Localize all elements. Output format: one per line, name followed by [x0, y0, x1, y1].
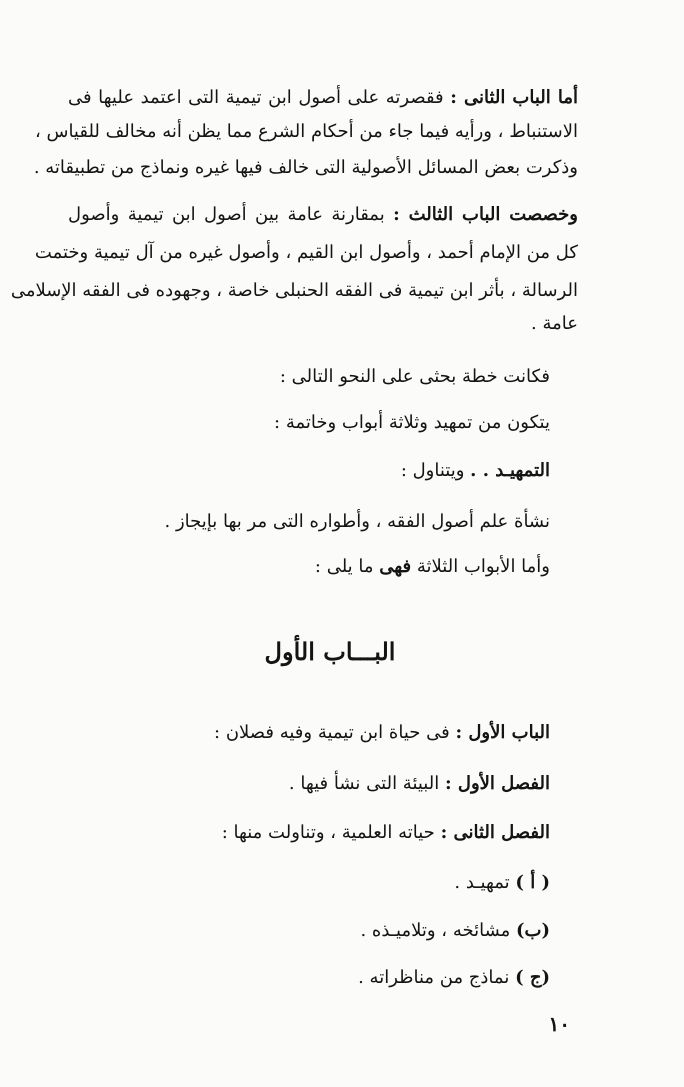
intro-lead: التمهيـد . . — [470, 460, 550, 481]
chapter-line-1-lead: الباب الأول : — [455, 722, 550, 743]
section-heading: البـــاب الأول — [264, 637, 396, 666]
paragraph-2-line-2: كل من الإمام أحمد ، وأصول ابن القيم ، وأصول غيره من آل تيمية وختمت — [34, 242, 578, 263]
list-item-text: تمهيـد . — [454, 872, 510, 893]
list-item — [68, 919, 550, 943]
list-item — [68, 966, 550, 990]
chapter-line-2 — [68, 772, 550, 796]
plan-line-1: فكانت خطة بحثى على النحو التالى : — [279, 366, 550, 387]
plan-line-5 — [68, 555, 550, 579]
paragraph-1-line-1 — [68, 86, 578, 110]
plan-line-2: يتكون من تمهيد وثلاثة أبواب وخاتمة : — [274, 412, 550, 433]
list-item-marker: (ب) — [516, 920, 550, 941]
chapter-line-3 — [68, 821, 550, 845]
plan-line-3 — [68, 459, 550, 483]
chapter-line-1 — [68, 721, 550, 745]
chapter-line-3-lead: الفصل الثانى : — [440, 822, 550, 843]
paragraph-1-lead: أما الباب الثانى : — [450, 87, 578, 108]
plan-line-4: نشأة علم أصول الفقه ، وأطواره التى مر بها بإيجاز . — [164, 511, 550, 532]
plan-line-5-bold: فهى — [379, 556, 412, 577]
intro-text: ويتناول : — [400, 460, 465, 481]
plan-line-5-start: وأما الأبواب الثلاثة — [416, 556, 550, 577]
list-item-marker: ( أ ) — [515, 872, 550, 893]
chapter-line-3-text: حياته العلمية ، وتناولت منها : — [221, 822, 435, 843]
paragraph-2-line-4: عامة . — [531, 313, 578, 334]
list-item — [68, 871, 550, 895]
plan-line-5-end: ما يلى : — [314, 556, 374, 577]
paragraph-1-line-3: وذكرت بعض المسائل الأصولية التى خالف فيها غيره ونماذج من تطبيقاته . — [33, 157, 578, 178]
paragraph-2-line-1 — [68, 203, 578, 227]
list-item-text: نماذج من مناظراته . — [358, 967, 510, 988]
chapter-line-2-lead: الفصل الأول : — [444, 773, 550, 794]
paragraph-1-line-2: الاستنباط ، ورأيه فيما جاء من أحكام الشرع مما يظن أنه مخالف للقياس ، — [34, 121, 578, 142]
chapter-line-2-text: البيئة التى نشأ فيها . — [288, 773, 440, 794]
paragraph-2-lead: وخصصت الباب الثالث : — [393, 204, 578, 225]
chapter-line-1-text: فى حياة ابن تيمية وفيه فصلان : — [214, 722, 450, 743]
list-item-marker: (ج ) — [515, 967, 550, 988]
paragraph-2-line-3: الرسالة ، بأثر ابن تيمية فى الفقه الحنبلى خاصة ، وجهوده فى الفقه الإسلامى — [10, 280, 578, 301]
page-number: ١٠ — [548, 1012, 570, 1036]
paragraph-1-line-1-text: فقصرته على أصول ابن تيمية التى اعتمد عليها فى — [68, 87, 444, 108]
list-item-text: مشائخه ، وتلاميـذه . — [360, 920, 511, 941]
paragraph-2-line-1-text: بمقارنة عامة بين أصول ابن تيمية وأصول — [68, 204, 385, 225]
